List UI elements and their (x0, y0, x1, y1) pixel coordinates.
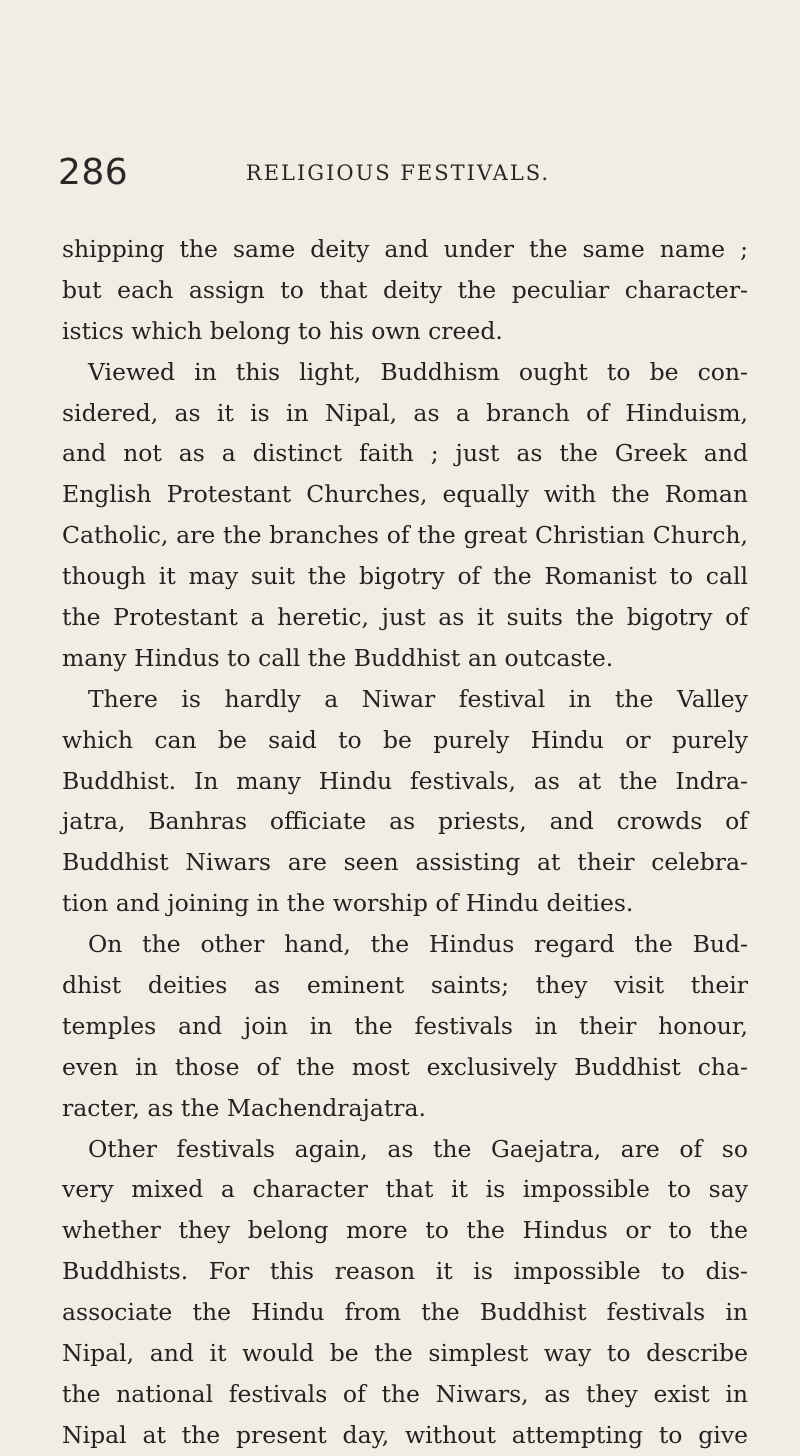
page-number: 286 (58, 152, 129, 193)
page-header (58, 148, 748, 198)
text-line: dhist deities as eminent saints; they visit their (62, 971, 748, 1000)
text-line: even in those of the most exclusively Buddhist cha- (62, 1052, 748, 1081)
text-line: many Hindus to call the Buddhist an outcaste. (62, 643, 614, 672)
text-line: and not as a distinct faith ; just as the Greek and (62, 439, 748, 468)
text-line: the national festivals of the Niwars, as they exist in (62, 1379, 748, 1408)
text-line: Buddhist. In many Hindu festivals, as at the Indra- (62, 766, 748, 795)
text-line: temples and join in the festivals in their honour, (62, 1011, 748, 1040)
text-line: racter, as the Machendrajatra. (62, 1093, 426, 1122)
text-line: shipping the same deity and under the same name ; (62, 235, 748, 263)
paragraph (62, 679, 748, 924)
paragraph (62, 229, 748, 352)
text-line: There is hardly a Niwar festival in the Valley (88, 684, 748, 713)
text-line: which can be said to be purely Hindu or purely (62, 725, 748, 754)
text-line: Buddhist Niwars are seen assisting at their celebra- (62, 848, 748, 877)
body-text (62, 229, 748, 1456)
text-line: istics which belong to his own creed. (62, 316, 503, 345)
text-line: though it may suit the bigotry of the Romanist to call (62, 562, 748, 591)
text-line: whether they belong more to the Hindus or to the (62, 1216, 748, 1245)
text-line: Catholic, are the branches of the great Christian Church, (62, 521, 748, 550)
text-line: sidered, as it is in Nipal, as a branch of Hinduism, (62, 398, 748, 427)
text-line: the Protestant a heretic, just as it suits the bigotry of (62, 603, 748, 632)
text-line: Other festivals again, as the Gaejatra, are of so (88, 1134, 748, 1163)
text-line: Buddhists. For this reason it is impossible to dis- (62, 1257, 748, 1286)
text-line: Nipal at the present day, without attempting to give (62, 1420, 748, 1449)
text-line: tion and joining in the worship of Hindu deities. (62, 889, 634, 918)
running-title: RELIGIOUS FESTIVALS. (245, 161, 551, 185)
text-line: very mixed a character that it is impossible to say (62, 1175, 748, 1204)
text-line: but each assign to that deity the peculiar character- (62, 275, 748, 304)
text-line: Nipal, and it would be the simplest way to describe (62, 1339, 748, 1368)
text-line: jatra, Banhras officiate as priests, and crowds of (62, 807, 748, 836)
text-line: English Protestant Churches, equally with the Roman (62, 480, 748, 509)
text-line: Viewed in this light, Buddhism ought to be con- (88, 357, 748, 386)
paragraph (62, 352, 748, 679)
text-line: associate the Hindu from the Buddhist festivals in (62, 1298, 748, 1327)
paragraph (62, 1129, 748, 1456)
text-line: On the other hand, the Hindus regard the Bud- (88, 930, 748, 959)
paragraph (62, 924, 748, 1128)
